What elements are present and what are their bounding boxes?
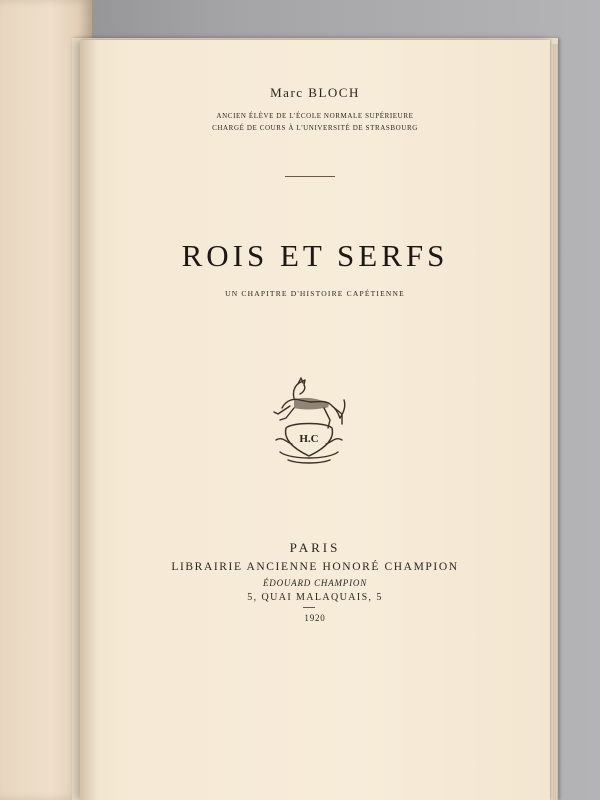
emblem-monogram: H.C [299,433,319,445]
editor-name: ÉDOUARD CHAMPION [262,578,368,588]
publication-year: 1920 [304,613,326,623]
author-credentials [80,110,550,134]
page-gutter-shadow [80,40,98,800]
page-edges [552,44,558,800]
publisher-name: LIBRAIRIE ANCIENNE HONORÉ CHAMPION [171,561,459,573]
publisher-address: 5, QUAI MALAQUAIS, 5 [247,592,383,603]
credential-line: CHARGÉ DE COURS À L'UNIVERSITÉ DE STRASBOURG [212,124,418,132]
divider-rule [285,176,335,177]
credential-line: ANCIEN ÉLÈVE DE L'ÉCOLE NORMALE SUPÉRIEURE [216,112,414,120]
year-divider [303,607,315,608]
author-name: Marc BLOCH [270,85,360,100]
book-subtitle: UN CHAPITRE D'HISTOIRE CAPÉTIENNE [225,289,405,298]
publisher-horse-emblem-icon [268,376,350,468]
publication-city: PARIS [289,540,341,555]
book-title: ROIS ET SERFS [181,238,449,273]
